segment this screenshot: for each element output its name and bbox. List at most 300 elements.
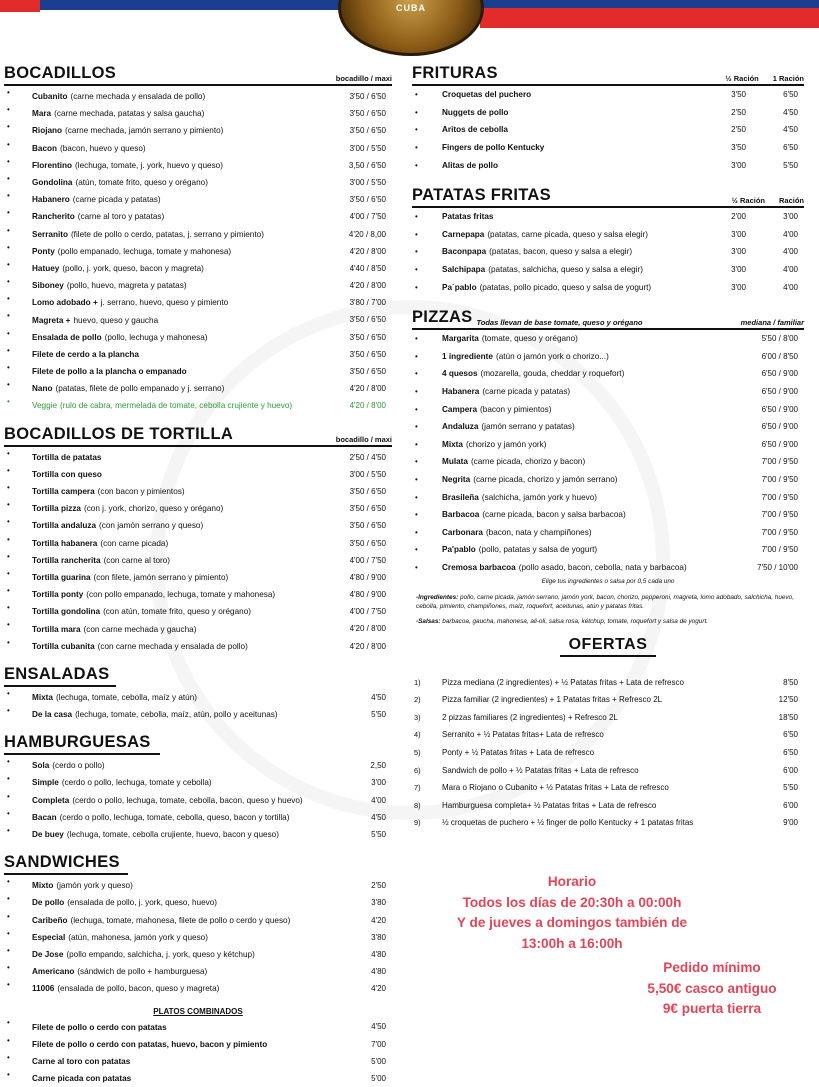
offer-number: 3) — [414, 712, 421, 722]
item-price-half: 2'50 — [731, 125, 746, 135]
bullet-icon: • — [7, 277, 10, 287]
bullet-icon: • — [415, 474, 418, 484]
list-item — [4, 329, 392, 346]
bullet-icon: • — [7, 620, 10, 630]
item-price: 4'20 / 8,00 — [348, 229, 386, 239]
ensaladas-header — [4, 665, 116, 687]
item-name: Croquetas del puchero — [442, 90, 532, 100]
list-item — [412, 488, 804, 506]
item-desc: (con filete, jamón serrano y pimiento) — [93, 572, 229, 582]
bullet-icon: • — [7, 191, 10, 201]
item-price: 3'50 / 6'50 — [349, 367, 386, 376]
list-item — [4, 174, 392, 191]
flag-red-stripe-right — [480, 8, 819, 28]
item-desc: (carne picada y patatas) — [72, 195, 161, 205]
item-price: 3'50 / 6'50 — [349, 92, 386, 101]
item-desc: (rulo de cabra, mermelada de tomate, cebolla crujiente y huevo) — [60, 401, 293, 411]
offer-number: 5) — [414, 747, 421, 757]
bullet-icon: • — [7, 603, 10, 613]
item-name: Aritos de cebolla — [442, 125, 508, 135]
pizzas-subtitle: Todas llevan de base tomate, queso y orégano — [476, 317, 643, 327]
item-name: Americano — [32, 967, 75, 977]
item-desc: (carne al toro y patatas) — [77, 212, 165, 222]
item-name: Fingers de pollo Kentucky — [442, 143, 545, 153]
bullet-icon: • — [7, 774, 10, 784]
list-item — [4, 140, 392, 157]
offer-text: Pizza mediana (2 ingredientes) + ½ Patatas fritas + Lata de refresco — [442, 677, 684, 687]
item-price: 5'50 — [371, 710, 386, 719]
bullet-icon: • — [7, 757, 10, 767]
item-price: 5'50 / 8'00 — [761, 334, 798, 344]
offer-text: 2 pizzas familiares (2 ingredientes) + Refresco 2L — [442, 712, 618, 722]
item-name: Patatas fritas — [442, 212, 494, 222]
list-item — [412, 243, 804, 261]
bullet-icon: • — [415, 439, 418, 449]
item-desc: (atún, tomate frito, queso y orégano) — [75, 178, 208, 188]
offer-price: 9'00 — [783, 818, 798, 828]
bocadillos-title: BOCADILLOS — [4, 64, 117, 82]
item-name: Tortilla rancherita — [32, 555, 101, 565]
list-item — [4, 792, 392, 809]
ensaladas-list — [4, 689, 392, 723]
item-price: 3'50 / 6'50 — [349, 504, 386, 514]
item-desc: (carne picada y patatas) — [482, 387, 571, 397]
bullet-icon: • — [7, 88, 10, 97]
list-item — [4, 638, 392, 655]
item-name: Carnepapa — [442, 229, 485, 239]
list-item — [4, 689, 392, 706]
item-price: 4'20 / 8'00 — [349, 384, 386, 394]
item-price: 4'20 / 8'00 — [349, 624, 386, 634]
item-name: Tortilla pizza — [32, 504, 81, 514]
list-item — [4, 243, 392, 260]
list-item — [412, 814, 804, 832]
item-price: 3'80 — [371, 932, 386, 942]
bullet-icon: • — [415, 143, 418, 153]
horario-line4: 13:00h a 16:00h — [521, 935, 623, 951]
list-item — [4, 157, 392, 174]
list-item — [412, 523, 804, 541]
bullet-icon: • — [7, 825, 10, 835]
item-desc: (carne picada, chorizo y bacon) — [470, 457, 586, 467]
item-name: Sola — [32, 761, 50, 771]
item-price-half: 2'00 — [731, 212, 746, 222]
item-price: 4'20 — [371, 915, 386, 925]
item-name: Veggie — [32, 401, 58, 411]
item-price: 3'50 / 6'50 — [349, 349, 386, 359]
salsas-text: barbacoa, gaucha, mahonesa, ali-oli, salsa rosa, kétchup, tomate, roquefort y salsa de yogurt. — [442, 618, 709, 626]
item-name: Filete de pollo o cerdo con patatas, huevo, bacon y pimiento — [32, 1039, 268, 1049]
horario-line2: Todos los días de 20:30h a 00:00h — [462, 894, 682, 910]
ingredientes-note — [412, 591, 804, 611]
frituras-title: FRITURAS — [412, 64, 498, 82]
item-price: 6'50 / 9'00 — [761, 422, 798, 432]
list-item — [4, 1018, 392, 1035]
bullet-icon: • — [7, 363, 10, 372]
item-price: 5'50 — [371, 829, 386, 839]
item-desc: (pollo empando, salchicha, j. york, queso y kétchup) — [66, 949, 255, 959]
item-price: 3'80 / 7'00 — [349, 298, 386, 308]
bullet-icon: • — [7, 173, 10, 183]
offer-text: Pizza familiar (2 ingredientes) + 1 Patatas fritas + Refresco 2L — [442, 695, 663, 705]
item-price: 7'00 / 9'50 — [761, 527, 798, 537]
item-name: Cremosa barbacoa — [442, 562, 516, 572]
list-item — [412, 383, 804, 401]
item-desc: (ensalada de pollo, j. york, queso, huevo) — [67, 898, 218, 908]
frituras-cols — [725, 74, 804, 83]
item-name: Mixta — [32, 692, 53, 702]
list-item — [4, 500, 392, 517]
item-desc: (lechuga, tomate, cebolla crujiente, huevo, bacon y queso) — [66, 830, 279, 840]
item-price-full: 4'00 — [783, 247, 798, 257]
item-desc: (pollo empanado, lechuga, tomate y mahonesa) — [57, 246, 232, 256]
item-name: Tortilla mara — [32, 624, 81, 634]
item-name: Hatuey — [32, 263, 60, 273]
bullet-icon: • — [7, 1035, 10, 1045]
item-desc: (lechuga, tomate, mahonesa, filete de pollo o cerdo y queso) — [70, 915, 291, 925]
patatas-list — [412, 208, 804, 296]
restaurant-logo — [338, 0, 484, 56]
bullet-icon: • — [7, 945, 10, 955]
bullet-icon: • — [7, 208, 10, 218]
item-name: Gondolina — [32, 178, 73, 188]
item-name: Barbacoa — [442, 510, 480, 520]
list-item — [4, 191, 392, 208]
list-item — [4, 449, 392, 466]
list-item — [412, 365, 804, 383]
bullet-icon: • — [7, 534, 10, 544]
item-price: 4'80 / 9'00 — [349, 572, 386, 582]
list-item — [4, 826, 392, 843]
list-item — [4, 535, 392, 552]
list-item — [4, 397, 392, 414]
item-price: 4'80 / 9'00 — [349, 590, 386, 600]
item-price: 3,50 / 6'50 — [348, 160, 386, 170]
item-name: Filete de pollo a la plancha o empanado — [32, 367, 187, 377]
item-price: 4'00 / 7'50 — [349, 555, 386, 565]
tortilla-cols: bocadillo / maxi — [335, 434, 392, 444]
offer-price: 8'50 — [783, 677, 798, 687]
item-desc: (carne mechada, patatas y salsa gaucha) — [54, 109, 205, 119]
bullet-icon: • — [7, 294, 10, 304]
item-name: Carne al toro con patatas — [32, 1056, 131, 1066]
bullet-icon: • — [7, 465, 10, 475]
list-item — [412, 121, 804, 139]
bullet-icon: • — [7, 311, 10, 321]
list-item — [412, 761, 804, 779]
offer-number: 2) — [414, 695, 421, 705]
item-price: 7'00 / 9'50 — [761, 474, 798, 484]
item-name: Completa — [32, 795, 70, 805]
sandwiches-list — [4, 877, 392, 997]
list-item — [412, 779, 804, 797]
offer-price: 6'00 — [783, 765, 798, 775]
item-price-full: 6'50 — [783, 143, 798, 153]
item-desc: (chorizo y jamón york) — [465, 439, 547, 449]
item-price: 6'50 / 9'00 — [761, 439, 798, 449]
list-item — [412, 330, 804, 348]
platos-list — [4, 1018, 392, 1087]
salsas-label: -Salsas: — [416, 618, 441, 626]
frituras-col1: ½ Ración — [725, 74, 759, 83]
pizzas-title: PIZZAS — [412, 307, 473, 326]
item-name: Cubanito — [32, 92, 68, 102]
item-price: 3'00 / 5'50 — [349, 469, 386, 479]
item-price: 6'50 / 9'00 — [761, 369, 798, 379]
bullet-icon: • — [7, 637, 10, 647]
list-item — [4, 105, 392, 122]
offer-text: Serranito + ½ Patatas fritas+ Lata de refresco — [442, 730, 604, 740]
list-item — [4, 706, 392, 723]
item-name: Nuggets de pollo — [442, 107, 509, 117]
item-price-full: 4'00 — [783, 265, 798, 275]
list-item — [4, 122, 392, 139]
item-price: 4'40 / 8'50 — [349, 263, 386, 273]
item-price: 3'50 / 6'50 — [349, 332, 386, 342]
item-desc: (patatas, salchicha, queso y salsa a elegir) — [488, 265, 643, 275]
bullet-icon: • — [415, 510, 418, 520]
item-name: Alitas de pollo — [442, 160, 498, 170]
offer-text: Sandwich de pollo + ½ Patatas fritas + Lata de refresco — [442, 765, 639, 775]
item-name: De pollo — [32, 898, 65, 908]
list-item — [4, 929, 392, 946]
item-name: Pa'pablo — [442, 545, 476, 555]
item-desc: (con pollo empanado, lechuga, tomate y mahonesa) — [86, 590, 276, 600]
item-price-half: 3'00 — [731, 229, 746, 239]
list-item — [412, 278, 804, 296]
offer-price: 6'50 — [783, 730, 798, 740]
pedido-title: Pedido mínimo — [663, 960, 761, 975]
item-price: 7'00 — [371, 1039, 386, 1049]
platos-title: PLATOS COMBINADOS — [153, 1007, 243, 1017]
item-desc: (con carne picada) — [100, 538, 169, 548]
salsas-note — [412, 615, 804, 626]
list-item — [4, 380, 392, 397]
bullet-icon: • — [7, 482, 10, 492]
item-desc: (patatas, filete de pollo empanado y j. serrano) — [55, 384, 225, 394]
list-item — [412, 139, 804, 157]
bullet-icon: • — [7, 105, 10, 115]
list-item — [4, 311, 392, 328]
bullet-icon: • — [7, 1070, 10, 1079]
item-desc: (tomate, queso y orégano) — [481, 334, 578, 344]
bullet-icon: • — [7, 963, 10, 973]
item-desc: (con carne mechada y ensalada de pollo) — [97, 641, 248, 651]
offer-number: 7) — [414, 783, 421, 793]
item-price: 4'80 — [371, 967, 386, 977]
bullet-icon: • — [415, 527, 418, 537]
pizzas-note: Elige tus ingredientes o salsa por 0,5 cada uno — [541, 578, 675, 586]
item-name: Magreta + — [32, 315, 71, 325]
flag-red-stripe-left — [0, 0, 40, 12]
item-price: 6'50 / 9'00 — [761, 387, 798, 397]
offer-price: 18'50 — [778, 712, 798, 722]
bocadillos-list — [4, 88, 392, 415]
bullet-icon: • — [7, 122, 10, 132]
bullet-icon: • — [415, 90, 418, 100]
item-price: 7'00 / 9'50 — [761, 457, 798, 467]
item-price: 3'00 / 5'50 — [349, 177, 386, 187]
item-price: 4'00 / 7'50 — [349, 607, 386, 617]
bullet-icon: • — [7, 706, 10, 715]
bullet-icon: • — [7, 259, 10, 269]
item-price-half: 3'00 — [731, 265, 746, 275]
item-name: Ponty — [32, 246, 55, 256]
tortilla-title: BOCADILLOS DE TORTILLA — [4, 424, 234, 443]
bullet-icon: • — [7, 242, 10, 252]
list-item — [4, 208, 392, 225]
item-desc: (carne picada, chorizo y jamón serrano) — [473, 474, 618, 484]
bullet-icon: • — [7, 1052, 10, 1062]
list-item — [4, 294, 392, 311]
item-desc: (ensalada de pollo, bacon, queso y magreta) — [57, 984, 220, 994]
item-desc: (lechuga, tomate, cebolla, maíz y atún) — [55, 692, 198, 702]
list-item — [412, 86, 804, 104]
list-item — [4, 809, 392, 826]
item-price: 3'50 / 6'50 — [349, 315, 386, 325]
list-item — [4, 363, 392, 380]
item-name: Brasileña — [442, 492, 479, 502]
list-item — [4, 466, 392, 483]
item-name: Carbonara — [442, 527, 483, 537]
item-name: De Jose — [32, 949, 64, 959]
horario-title: Horario — [547, 874, 597, 889]
offer-price: 6'00 — [783, 800, 798, 810]
list-item — [4, 774, 392, 791]
bullet-icon: • — [415, 282, 418, 292]
list-item — [412, 691, 804, 709]
item-desc: (con carne mechada y gaucha) — [83, 624, 197, 634]
sandwiches-title: SANDWICHES — [4, 853, 120, 872]
item-price-full: 4'50 — [783, 107, 798, 117]
list-item — [412, 453, 804, 471]
item-name: Salchipapa — [442, 265, 486, 275]
list-item — [412, 796, 804, 814]
item-name: 11006 — [32, 984, 55, 994]
list-item — [412, 226, 804, 244]
list-item — [4, 912, 392, 929]
list-item — [4, 277, 392, 294]
item-name: Pa´pablo — [442, 282, 477, 292]
bullet-icon: • — [415, 125, 418, 135]
flag-blue-stripe-right — [480, 0, 819, 8]
item-name: Especial — [32, 932, 66, 942]
item-name: Mixta — [442, 439, 463, 449]
offer-number: 9) — [414, 818, 421, 828]
list-item — [412, 104, 804, 122]
offer-price: 12'50 — [778, 695, 798, 705]
item-desc: (atún, mahonesa, jamón york y queso) — [68, 932, 208, 942]
pedido-line2: 5,50€ casco antiguo — [647, 980, 777, 996]
horario-block — [412, 872, 732, 954]
bullet-icon: • — [7, 586, 10, 596]
item-price-half: 2'50 — [731, 107, 746, 117]
item-name: Mixto — [32, 881, 54, 891]
list-item — [412, 436, 804, 454]
item-name: Tortilla andaluza — [32, 521, 96, 531]
frituras-list — [412, 86, 804, 174]
item-price-full: 4'00 — [783, 282, 798, 292]
item-price: 4'80 — [371, 949, 386, 959]
pizzas-list — [412, 330, 804, 576]
item-name: Bacon — [32, 143, 58, 153]
offer-number: 6) — [414, 765, 421, 775]
item-desc: (mozarella, gouda, cheddar y roquefort) — [480, 369, 625, 379]
list-item — [4, 586, 392, 603]
offer-number: 4) — [414, 730, 421, 740]
bullet-icon: • — [7, 1018, 10, 1028]
patatas-cols — [732, 196, 804, 205]
item-name: Margarita — [442, 334, 479, 344]
bullet-icon: • — [7, 225, 10, 235]
offer-text: Hamburguesa completa+ ½ Patatas fritas + Lata de refresco — [442, 800, 657, 810]
bullet-icon: • — [415, 229, 418, 239]
item-desc: j. serrano, huevo, queso y pimiento — [100, 298, 229, 308]
item-desc: (con jamón serrano y queso) — [99, 521, 204, 531]
list-item — [412, 261, 804, 279]
item-name: Campera — [442, 404, 478, 414]
list-item — [4, 569, 392, 586]
left-column — [4, 64, 392, 1087]
item-desc: (cerdo o pollo) — [52, 761, 105, 771]
item-price: 2'50 / 4'50 — [349, 452, 386, 462]
bullet-icon: • — [415, 107, 418, 117]
list-item — [4, 517, 392, 534]
item-desc: (pollo, huevo, magreta y patatas) — [66, 281, 187, 291]
item-price: 6'50 / 9'00 — [761, 404, 798, 414]
item-price: 3'50 / 6'50 — [349, 538, 386, 548]
bullet-icon: • — [7, 688, 10, 698]
list-item — [4, 620, 392, 637]
item-desc: (pollo asado, bacon, cebolla, nata y barbacoa) — [518, 562, 687, 572]
bullet-icon: • — [415, 351, 418, 361]
item-name: Tortilla guarina — [32, 572, 91, 582]
item-desc: (carne picada, bacon y salsa barbacoa) — [482, 510, 626, 520]
item-desc: (atún o jamón york o chorizo...) — [495, 351, 609, 361]
item-price: 3'50 / 6'50 — [349, 126, 386, 136]
item-name: Simple — [32, 778, 59, 788]
bullet-icon: • — [7, 156, 10, 166]
item-desc: (cerdo o pollo, lechuga, tomate y cebolla) — [61, 778, 212, 788]
item-name: Habanero — [32, 195, 70, 205]
pizzas-cols: mediana / familiar — [740, 317, 804, 327]
item-desc: (patatas, bacon, queso y salsa a elegir) — [489, 247, 633, 257]
item-desc: (filete de pollo o cerdo, patatas, j. serrano y pimiento) — [70, 229, 264, 239]
item-price-half: 3'00 — [731, 247, 746, 257]
offer-text: Mara o Riojano o Cubanito + ½ Patatas fritas + Lata de refresco — [442, 783, 669, 793]
item-price: 3'00 — [371, 778, 386, 788]
item-name: Ensalada de pollo — [32, 332, 102, 342]
item-price: 5'00 — [371, 1056, 386, 1066]
item-desc: (cerdo o pollo, lechuga, tomate, cebolla, bacon, queso y huevo) — [72, 795, 303, 805]
item-name: Andaluza — [442, 422, 479, 432]
patatas-header — [412, 186, 804, 208]
item-name: Tortilla con queso — [32, 469, 102, 479]
frituras-header — [412, 64, 804, 86]
item-name: Siboney — [32, 281, 64, 291]
hamburguesas-header — [4, 733, 160, 755]
list-item — [4, 980, 392, 997]
item-name: Tortilla gondolina — [32, 607, 101, 617]
offer-number: 1) — [414, 677, 421, 687]
item-desc: huevo, queso y gaucha — [73, 315, 159, 325]
bullet-icon: • — [7, 791, 10, 801]
bullet-icon: • — [7, 568, 10, 578]
item-price-half: 3'00 — [731, 160, 746, 170]
item-name: Mara — [32, 109, 52, 119]
list-item — [4, 226, 392, 243]
item-desc: (bacon y pimientos) — [480, 404, 552, 414]
